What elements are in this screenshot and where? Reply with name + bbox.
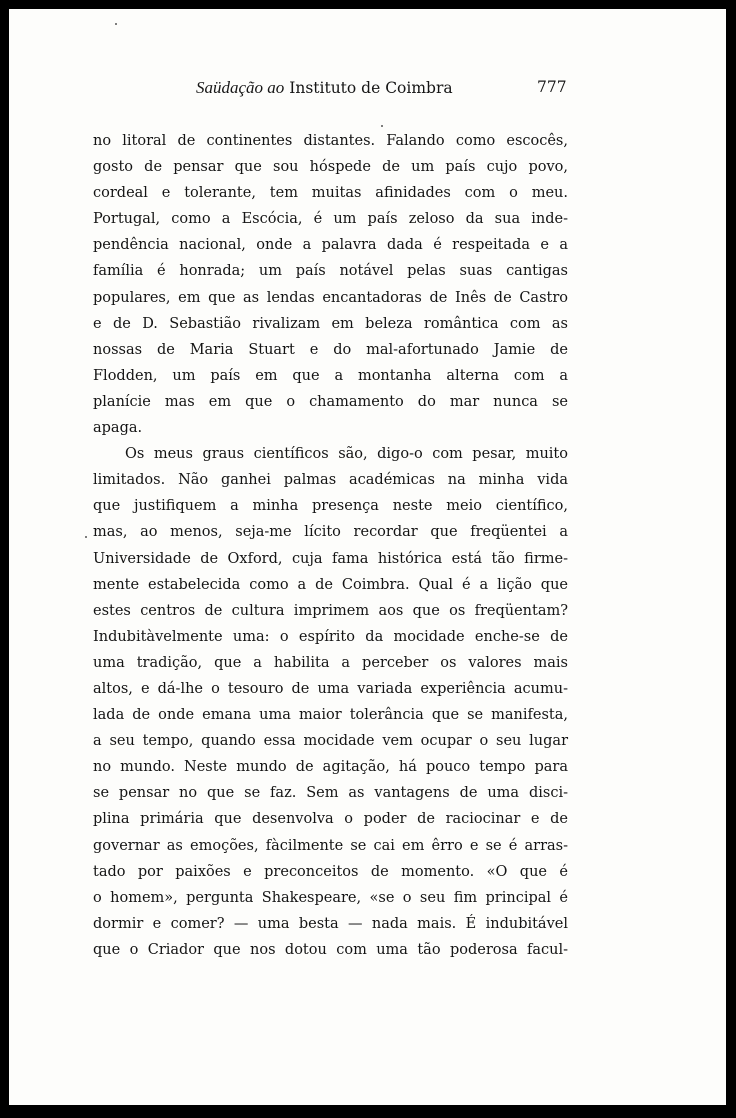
- text-line: estes centros de cultura imprimem aos que os freqüentam?: [93, 602, 568, 619]
- text-line: altos, e dá-lhe o tesouro de uma variada experiência acumu-: [93, 680, 568, 697]
- running-head-italic: Saüdação ao: [196, 78, 285, 97]
- text-line: e de D. Sebastião rivalizam em beleza romântica com as: [93, 315, 568, 332]
- text-line: Universidade de Oxford, cuja fama histórica está tão firme-: [93, 550, 568, 567]
- text-line: planície mas em que o chamamento do mar nunca se: [93, 393, 568, 410]
- running-head: [9, 78, 726, 108]
- text-line: plina primária que desenvolva o poder de raciocinar e de: [93, 811, 568, 828]
- text-line: apaga.: [93, 420, 143, 437]
- page-number: 777: [537, 78, 567, 96]
- text-line: no mundo. Neste mundo de agitação, há pouco tempo para: [93, 759, 568, 776]
- text-line: Flodden, um país em que a montanha alterna com a: [93, 367, 568, 384]
- text-line: uma tradição, que a habilita a perceber os valores mais: [93, 654, 568, 671]
- text-line: lada de onde emana uma maior tolerância que se manifesta,: [93, 707, 568, 724]
- text-line: pendência nacional, onde a palavra dada é respeitada e a: [93, 237, 568, 254]
- text-line: o homem», pergunta Shakespeare, «se o seu fim principal é: [93, 889, 568, 906]
- text-line: que o Criador que nos dotou com uma tão poderosa facul-: [93, 941, 568, 958]
- text-line: mas, ao menos, seja-me lícito recordar que freqüentei a: [93, 524, 568, 541]
- text-line: cordeal e tolerante, tem muitas afinidades com o meu.: [93, 185, 568, 202]
- text-line: limitados. Não ganhei palmas académicas na minha vida: [93, 472, 568, 489]
- running-head-title: [196, 78, 453, 98]
- speck-mark: [115, 23, 117, 25]
- body-text: [93, 128, 568, 963]
- book-page: [9, 9, 726, 1105]
- text-line: populares, em que as lendas encantadoras de Inês de Castro: [93, 289, 568, 306]
- text-line: no litoral de continentes distantes. Falando como escocês,: [93, 133, 568, 149]
- text-line: se pensar no que se faz. Sem as vantagens de uma disci-: [93, 785, 568, 802]
- text-line: tado por paixões e preconceitos de momento. «O que é: [93, 863, 568, 880]
- text-line: mente estabelecida como a de Coimbra. Qual é a lição que: [93, 576, 568, 593]
- text-line: Os meus graus científicos são, digo-o com pesar, muito: [125, 446, 568, 463]
- text-line: a seu tempo, quando essa mocidade vem ocupar o seu lugar: [93, 733, 568, 750]
- running-head-roman: Instituto de Coimbra: [284, 79, 453, 97]
- text-line: gosto de pensar que sou hóspede de um país cujo povo,: [93, 159, 568, 176]
- text-line: Portugal, como a Escócia, é um país zeloso da sua inde-: [93, 211, 568, 228]
- speck-mark: [85, 536, 87, 538]
- text-line: que justifiquem a minha presença neste meio científico,: [93, 498, 568, 515]
- text-line: nossas de Maria Stuart e do mal-afortunado Jamie de: [93, 341, 568, 358]
- speck-mark: [381, 125, 383, 127]
- text-line: governar as emoções, fàcilmente se cai em êrro e se é arras-: [93, 837, 568, 854]
- text-line: Indubitàvelmente uma: o espírito da mocidade enche-se de: [93, 628, 568, 645]
- text-line: família é honrada; um país notável pelas suas cantigas: [93, 263, 568, 280]
- text-line: dormir e comer? — uma besta — nada mais. É indubitável: [93, 915, 568, 932]
